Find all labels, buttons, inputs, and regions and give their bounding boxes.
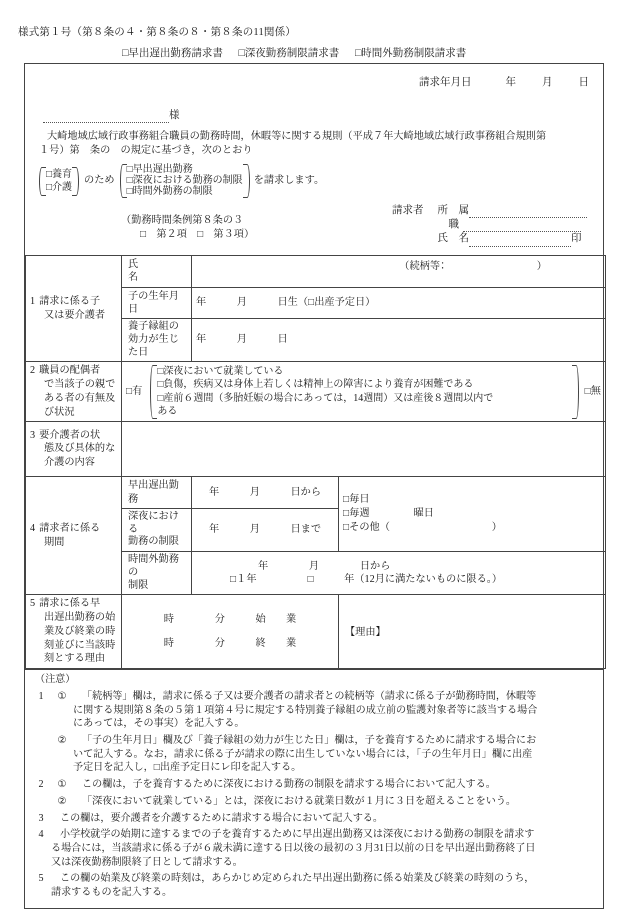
note-5-number: 5 <box>38 873 44 885</box>
row5-label-line1: 請求に係る早 <box>39 598 101 610</box>
checkbox-jikangai-kinmu-seigen[interactable]: □時間外勤務制限請求書 <box>354 48 467 59</box>
note-1-sub-2-body <box>73 734 593 775</box>
row1-item-dob-label: 子の生年月日 <box>122 287 192 319</box>
note-item-3 <box>31 812 593 826</box>
ordinance-note-line-1: （勤務時間条例第８条の３ <box>121 215 244 226</box>
row2-label-line4: び状況 <box>44 406 75 418</box>
row4-sub3-line2: 制限 <box>128 579 149 591</box>
addressee-line <box>43 109 180 123</box>
row5-label-line4: 刻並びに当該時 <box>44 639 116 651</box>
note-1-sub-1-line-2: に関する規則第８条の５第１項第４号に規定する特別養子縁組の成立前の監護対象者等に該当する場合 <box>73 704 538 716</box>
row4-frequency-cell <box>339 477 606 552</box>
relationship-note[interactable]: （続柄等： ） <box>399 261 547 272</box>
intro-paragraph <box>39 130 591 158</box>
checkbox-condition-night-work[interactable]: □深夜において就業している <box>157 365 284 377</box>
row1-item-adoption-value[interactable]: 年 月 日 <box>192 319 606 362</box>
note-1-body <box>51 690 593 775</box>
checkbox-request-shinya[interactable]: □深夜における勤務の制限 <box>126 175 243 186</box>
note-1-sub-1-body <box>73 690 593 731</box>
request-tail-text: を請求します。 <box>253 175 325 187</box>
checkbox-spouse-yes[interactable]: □有 <box>126 386 143 398</box>
row3-label-line3: 介護の内容 <box>44 457 95 469</box>
checkbox-condition-injury-illness[interactable]: □負傷，疾病又は身体上若しくは精神上の障害により養育が困難である <box>157 379 474 391</box>
intro-line-2: １号）第 条の の規定に基づき，次のとおり <box>39 145 253 157</box>
row2-label-line3: ある者の有無及 <box>44 392 116 404</box>
checkbox-request-soude-chaide[interactable]: □早出遅出勤務 <box>126 164 193 175</box>
note-1-sub-2-line-2: いて記入する。なお，請求に係る子が請求の際に出生していない場合には，「子の生年月日」欄に出産 <box>73 748 533 760</box>
row1-label-line2: 又は要介護者 <box>44 309 106 321</box>
checkbox-condition-maternity[interactable]: □産前６週間（多胎妊娠の場合にあっては，14週間）又は産後８週間以内で <box>157 392 494 404</box>
request-options-group <box>120 164 250 198</box>
row4-label-line2: 期間 <box>44 536 65 548</box>
ordinance-note-line-2[interactable]: □ 第２項 □ 第３項） <box>140 228 255 240</box>
note-1-sub-1-number: ① <box>57 690 67 702</box>
requester-affiliation-label: 所 属 <box>437 205 469 216</box>
checkbox-youiku[interactable]: □養育 <box>46 168 73 180</box>
weekday-label[interactable]: 曜日 <box>413 508 434 520</box>
row4-overtime-cell <box>192 552 606 595</box>
requester-label: 請求者 <box>392 205 424 216</box>
note-1-sub-2-line-1: 「子の生年月日」欄及び「養子縁組の効力が生じた日」欄は，子を養育するために請求する場合にお <box>82 735 537 747</box>
note-2-sub-1-number: ① <box>57 779 67 791</box>
row4-date-from[interactable]: 年 月 日から <box>192 477 339 509</box>
note-2-sub-1 <box>51 778 593 792</box>
note-2-sub-1-line-1: この欄は，子を養育するために深夜における勤務の制限を請求する場合において記入する。 <box>82 779 496 791</box>
row1-item-dob-value[interactable]: 年 月 日生（□出産予定日） <box>192 287 606 319</box>
row4-date-to[interactable]: 年 月 日まで <box>192 508 339 551</box>
checkbox-request-jikangai[interactable]: □時間外勤務の制限 <box>126 186 213 197</box>
note-2-number: 2 <box>38 779 44 791</box>
note-2-sub-2-body <box>73 795 593 809</box>
ordinance-note <box>121 214 254 242</box>
row3-label-cell <box>26 422 122 477</box>
row4-sub2-label <box>122 508 192 551</box>
purpose-options-group <box>39 167 79 196</box>
row2-label-line1: 職員の配偶者 <box>39 365 101 377</box>
note-4-body <box>51 828 593 869</box>
requester-position-label: 職 <box>448 219 463 231</box>
row2-label-line2: で当該子の親で <box>44 379 116 391</box>
row3-label-line2: 態及び具体的な <box>44 443 116 455</box>
form-header-block <box>25 64 603 255</box>
table-row-care-details <box>26 422 606 477</box>
checkbox-freq-other[interactable]: □その他（ ） <box>343 522 502 534</box>
notes-title: （注意） <box>35 674 76 686</box>
note-2-sub-2 <box>51 795 593 809</box>
row4-sub2-line2: 勤務の制限 <box>128 536 179 548</box>
row3-label-line1: 要介護者の状 <box>39 429 101 441</box>
note-item-2 <box>31 778 593 808</box>
row3-number: 3 <box>30 429 36 441</box>
claim-selection-row <box>39 164 324 198</box>
form-frame <box>24 63 604 909</box>
requester-seal-mark: 印 <box>571 233 582 245</box>
purpose-connector: のため <box>84 175 115 187</box>
note-item-1 <box>31 690 593 775</box>
note-4-line-3: 又は深夜勤務制限終了日として請求する。 <box>51 856 243 868</box>
note-4-number: 4 <box>38 829 44 841</box>
request-date-month[interactable]: 月 <box>542 77 553 88</box>
row1-label-line1: 請求に係る子 <box>39 295 101 307</box>
requester-affiliation-row <box>438 204 588 218</box>
table-row-spouse-status <box>26 362 606 422</box>
note-1-sub-2-line-3: 予定日を記入し，□出産予定日にレ印を記入する。 <box>73 762 302 774</box>
checkbox-soude-chaide-kinmu[interactable]: □早出遅出勤務請求書 <box>122 48 223 59</box>
row4-sub2-line1: 深夜における <box>128 510 179 535</box>
requester-name-row <box>438 232 588 246</box>
row4-number: 4 <box>30 522 36 534</box>
note-4-line-2: る場合には，当該請求に係る子が６歳未満に達する日以後の最初の３月31日以前の日を早出遅出勤務終了日 <box>51 843 536 855</box>
requester-affiliation-input[interactable] <box>469 208 587 218</box>
overtime-duration-options[interactable]: □１年 □ 年（12月に満たないものに限る。） <box>230 574 503 586</box>
reason-label: 【理由】 <box>345 626 386 638</box>
end-time-line[interactable]: 時 分 終 業 <box>163 637 297 649</box>
note-item-5 <box>31 872 593 899</box>
row2-value-cell <box>122 362 606 422</box>
row5-times-cell <box>122 595 339 669</box>
note-1-sub-1 <box>51 690 593 731</box>
checkbox-shinya-kinmu-seigen[interactable]: □深夜勤務制限請求書 <box>238 48 340 59</box>
note-2-sub-2-number: ② <box>57 795 67 807</box>
start-time-line[interactable]: 時 分 始 業 <box>163 614 297 626</box>
row5-label-line3: 業及び終業の時 <box>44 625 116 637</box>
row4-label-line1: 請求者に係る <box>39 522 101 534</box>
requester-block <box>392 204 587 247</box>
note-4-line-1: 小学校就学の始期に達するまでの子を養育するために早出遅出勤務又は深夜における勤務の制限を請求す <box>60 829 535 841</box>
table-row-period-early-late <box>26 477 606 509</box>
note-2-sub-2-line-1: 「深夜において就業している」とは，深夜における就業日数が１月に３日を超えることをいう。 <box>82 795 517 807</box>
note-item-4 <box>31 828 593 869</box>
row2-number: 2 <box>30 365 36 377</box>
requester-name-label: 氏 名 <box>437 233 469 245</box>
row1-item-adoption-label: 養子縁組の効力が生じた日 <box>122 319 192 362</box>
requester-name-input[interactable] <box>469 237 571 247</box>
form-number: 様式第１号（第８条の４・第８条の８・第８条の11関係） <box>18 27 297 38</box>
request-date-line <box>419 76 589 90</box>
note-1-number: 1 <box>38 690 44 702</box>
note-1-sub-1-line-1: 「続柄等」欄は，請求に係る子又は要介護者の請求者との続柄等（請求に係る子が勤務時間，休暇等 <box>82 690 537 702</box>
form-main-table <box>25 255 606 669</box>
table-row-work-hours <box>26 595 606 669</box>
row1-item-name-value[interactable] <box>192 256 606 288</box>
row1-number: 1 <box>30 295 36 307</box>
note-1-sub-1-line-3: にあっては，その事実）を記入する。 <box>73 718 245 730</box>
checkbox-freq-daily[interactable]: □毎日 <box>343 493 370 505</box>
checkbox-freq-weekly[interactable] <box>343 507 601 521</box>
request-date-year[interactable]: 年 <box>505 77 516 88</box>
row5-label-line5: 刻とする理由 <box>44 653 106 665</box>
intro-line-1: 大崎地域広域行政事務組合職員の勤務時間，休暇等に関する規則（平成７年大崎地域広域行政事務組合規則第 <box>47 131 547 142</box>
note-5-line-2: 請求するものを記入する。 <box>51 887 173 899</box>
row2-label-cell <box>26 362 122 422</box>
row4-sub3-label <box>122 552 192 595</box>
row3-value-cell[interactable] <box>122 422 606 477</box>
note-2-sub-1-body <box>73 778 593 792</box>
note-3-line-1: この欄は，要介護者を介護するために請求する場合において記入する。 <box>60 812 383 824</box>
note-3-number: 3 <box>38 812 44 824</box>
document-type-checkboxes <box>122 47 479 61</box>
table-row-child-name <box>26 256 606 288</box>
note-1-sub-2-number: ② <box>57 735 67 747</box>
notes-section <box>25 669 603 908</box>
addressee-suffix: 様 <box>169 110 180 121</box>
note-2-body <box>51 778 593 808</box>
row5-reason-cell[interactable] <box>339 595 606 669</box>
row5-label-cell <box>26 595 122 669</box>
condition-maternity-continued: ある <box>157 406 178 418</box>
row5-label-line2: 出遅出勤務の始 <box>44 612 116 624</box>
checkbox-spouse-no[interactable]: □無 <box>584 386 601 398</box>
addressee-input[interactable] <box>43 113 169 123</box>
row4-sub3-line1: 時間外勤務の <box>128 554 179 578</box>
row5-number: 5 <box>30 598 36 610</box>
row1-item-name-label: 氏 名 <box>122 256 192 288</box>
note-5-line-1: この欄の始業及び終業の時刻は，あらかじめ定められた早出遅出勤務に係る始業及び終業の時刻のうち， <box>60 873 535 885</box>
note-3-body <box>51 812 593 826</box>
overtime-date-from[interactable]: 年 月 日から <box>258 560 391 572</box>
note-1-sub-2 <box>51 734 593 775</box>
requester-position-row <box>438 218 588 232</box>
row1-label-cell <box>26 256 122 362</box>
note-5-body <box>51 872 593 899</box>
checkbox-kaigo[interactable]: □介護 <box>46 181 73 193</box>
requester-position-input[interactable] <box>463 222 581 232</box>
row4-sub1-label: 早出遅出勤務 <box>122 477 192 509</box>
checkbox-freq-weekly-label: □毎週 <box>343 508 370 520</box>
request-date-label: 請求年月日 <box>419 77 472 88</box>
row4-label-cell <box>26 477 122 595</box>
spouse-conditions-group <box>150 365 578 419</box>
request-date-day[interactable]: 日 <box>578 77 589 88</box>
